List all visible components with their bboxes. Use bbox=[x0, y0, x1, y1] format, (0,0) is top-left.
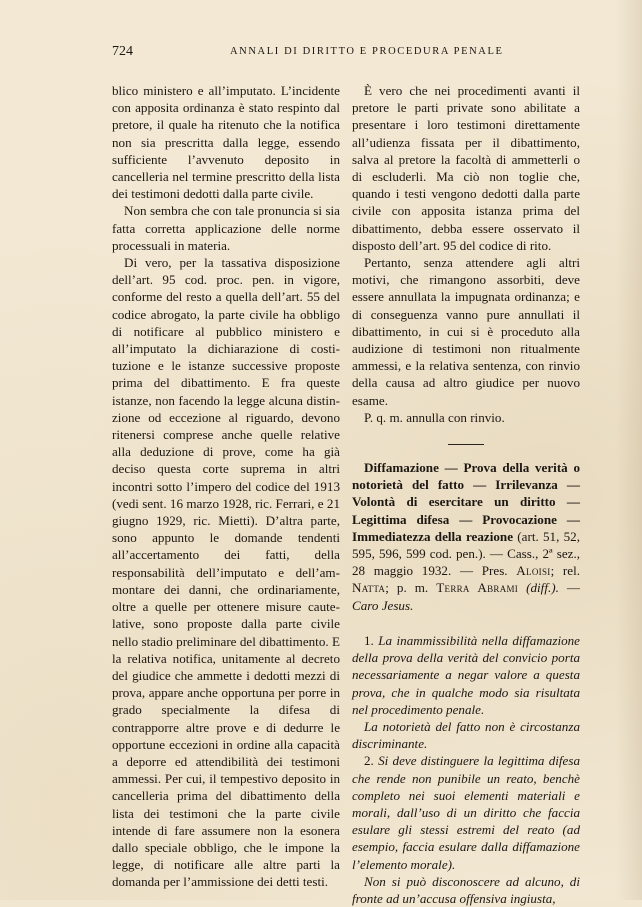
right-column bbox=[352, 82, 580, 907]
summary-text: Si deve distinguere la legittima difesa che rende non punibile un reato, benchè completo nei suoi elementi materiali e morali, dall’uso di un diritto che faccia esulare gli stessi estremi del reato (ad esempio, faccia esulare dalla diffamazione l’elemento morale). bbox=[352, 753, 581, 872]
summary-item bbox=[352, 632, 580, 718]
relatore-name: Natta bbox=[352, 580, 386, 596]
page-number: 724 bbox=[112, 44, 133, 59]
running-title: ANNALI DI DIRITTO E PROCEDURA PENALE bbox=[230, 46, 504, 57]
massima-title: Diffamazione — Prova della verità o notorietà del fatto — Irrilevanza — Volontà di esercitare un diritto — Legittima difesa — Provocazione — Immediatezza della reazione bbox=[352, 460, 580, 544]
summary-item bbox=[352, 752, 580, 872]
summary-text: La notorietà del fatto non è circostanza discriminante. bbox=[352, 718, 580, 752]
left-column bbox=[112, 82, 340, 891]
dash-separator: — bbox=[558, 580, 580, 596]
president-name: Aloisi bbox=[516, 563, 551, 579]
page-edge-shadow bbox=[616, 0, 642, 900]
summary-number: 2. bbox=[364, 753, 379, 769]
left-paragraph-3: Di vero, per la tassativa disposizione dell’art. 95 cod. proc. pen. in vigore, conforme del resto a quella dell’art. 55 del codice abrogato, la parte civile ha obbligo di notificare al pubblico ministero e all’imputato la dichiarazione di costituzione e le istanze successive proposte prima del dibattimento. E fra queste istanze, non facendo la legge alcuna distinzione od eccezione al riguardo, devono ritenersi comprese anche quelle relative alla deduzione di prove, come ha già deciso questa corte suprema in altri incontri sotto l’impero del codice del 1913 (vedi sent. 16 marzo 1928, ric. Ferrari, e 21 giugno 1929, ric. Mietti). D’altra parte, sono appunto le domande tendenti all’accertamento dei fatti, della responsabilità dell’imputato e dell’ammontare dei danni, che ordinariamente, oltre a quelle per ottenere misure cautelative, sono proposte dalla parte civile nello stadio preliminare del dibattimento. E la relativa notifica, unitamente al decreto del giudice che ammette i dedotti mezzi di prova, appare anche opportuna per porre in grado specialmente la difesa di contrapporre altre prove e di dedurre le opportune eccezioni in ordine alla capacità a deporre ed attendibilità dei testimoni ammessi. Per cui, il tempestivo deposito in cancelleria prima del dibattimento della lista dei testimoni che la parte civile intende di fare assumere non la esonera dallo speciale obbligo, che le impone la legge, di notificare alle altre parti la domanda per l’ammissione dei detti testi. bbox=[112, 255, 340, 890]
summary-text: La inammissibilità nella diffamazione della prova della verità del convicio porta necessariamente a negar valore a questa prova, che in qualche modo sia risultata nel procedimento penale. bbox=[352, 632, 580, 717]
pm-label: ; p. m. bbox=[385, 580, 437, 596]
right-paragraph-3: P. q. m. annulla con rinvio. bbox=[364, 409, 505, 425]
left-paragraph-1: blico ministero e all’imputato. L’incidente con apposita ordinanza è stato respinto dal pretore, il quale ha ritenuto che la notifica non sia prescritta dalla legge, essendo sufficiente l’avvenuto deposito in cancelleria nel termine prescritto della lista dei testimoni dedotti dalla parte civile. bbox=[112, 83, 340, 202]
massima-summary bbox=[352, 632, 580, 907]
massima-heading bbox=[352, 459, 580, 614]
summary-text: Non si può disconoscere ad alcuno, di fronte ad un’accusa offensiva ingiusta, bbox=[352, 873, 580, 906]
section-divider bbox=[448, 444, 484, 445]
summary-item bbox=[352, 718, 580, 752]
pm-name: Terra Abrami bbox=[436, 580, 519, 596]
summary-item bbox=[352, 873, 580, 907]
party-name: Caro Jesus. bbox=[352, 597, 414, 613]
massima-citation: (art. 51, 52, 595, 596, 599 cod. pen.). — Cass., 2ª sez., 28 maggio 1932. — Pres. bbox=[352, 528, 580, 579]
right-paragraph-1: È vero che nei procedimenti avanti il pretore le parti private sono abilitate a presentare i loro testimoni direttamente all’udienza fissata per il dibattimento, salva al pretore la facoltà di ammetterli o di escluderli. Ma ciò non toglie che, quando i testi vengono dedotti dalla parte civile con apposita istanza prima del dibattimento, debba essere osservato il disposto dell’art. 95 del codice di rito. bbox=[352, 83, 580, 253]
left-paragraph-2: Non sembra che con tale pronuncia si sia fatta corretta applicazione delle norme processuali in materia. bbox=[112, 203, 340, 253]
summary-number: 1. bbox=[364, 632, 379, 648]
right-paragraph-2: Pertanto, senza attendere agli altri motivi, che rimangono assorbiti, deve essere annullata la impugnata ordinanza; e di conseguenza vanno pure annullati il dibattimento, in cui si è proceduto alla audizione di testimoni non ritualmente ammessi, e la relativa sentenza, con rinvio della causa ad altro giudice per nuovo esame. bbox=[352, 255, 580, 408]
rel-label: ; rel. bbox=[550, 563, 580, 579]
page-header bbox=[112, 44, 582, 64]
diff-note: (diff.). bbox=[518, 580, 559, 596]
